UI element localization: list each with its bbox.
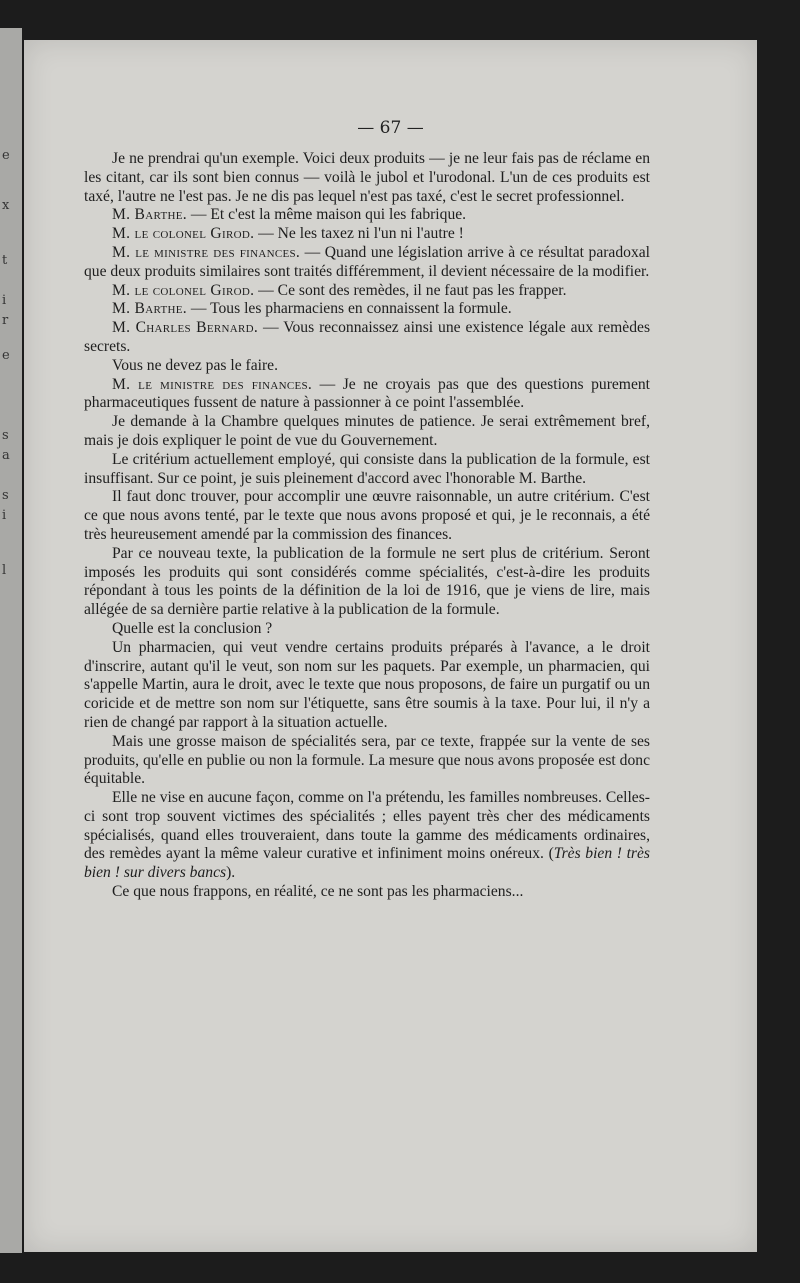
paragraph bbox=[84, 206, 650, 225]
paragraph-text: — Vous reconnaissez ainsi une existence légale aux remèdes secrets. bbox=[84, 319, 651, 355]
paragraph-text: Le critérium actuellement employé, qui consiste dans la publication de la formule, est insuffisant. Sur ce point, je suis pleinement d'accord avec l'honorable M. Barthe. bbox=[84, 450, 650, 487]
paragraph bbox=[84, 319, 650, 357]
paragraph bbox=[84, 225, 650, 244]
paragraph bbox=[84, 376, 650, 414]
paragraph-text: Quelle est la conclusion ? bbox=[112, 619, 273, 637]
paragraph bbox=[84, 357, 650, 376]
paragraph bbox=[84, 620, 650, 639]
stage-direction: Très bien ! très bien ! sur divers bancs bbox=[84, 845, 650, 882]
paragraph-text: Par ce nouveau texte, la publication de la formule ne sert plus de critérium. Seront imposés les produits qui sont considérés comme spécialités, c'est-à-dire les produits répondant à tous les points de la définition de la loi de 1916, que je viens de lire, mais allégée de sa dernière partie relative à la publication de la formule. bbox=[84, 544, 650, 619]
speaker-name: M. le colonel Girod. bbox=[112, 281, 255, 299]
paragraph-text: Il faut donc trouver, pour accomplir une œuvre raisonnable, un autre critérium. C'est ce que nous avons tenté, par le texte que nous avons proposé et qui, je le reconnais, a été très heureusement amendé par la commission des finances. bbox=[84, 488, 650, 543]
book-page bbox=[24, 40, 757, 1252]
paragraph-text: — Tous les pharmaciens en connaissent la formule. bbox=[186, 300, 512, 318]
margin-letter: l bbox=[2, 563, 7, 578]
speaker-name: M. Charles Bernard. bbox=[112, 319, 259, 337]
paragraph bbox=[84, 451, 650, 489]
paragraph-text: — Quand une législation arrive à ce résultat paradoxal que deux produits similaires sont traités différemment, il devient nécessaire de la modifier. bbox=[84, 243, 650, 280]
speaker-name: M. le ministre des finances. bbox=[112, 375, 313, 393]
page-body-text bbox=[84, 150, 650, 902]
paragraph-text: — Ne les taxez ni l'un ni l'autre ! bbox=[254, 225, 464, 243]
speaker-name: M. le ministre des finances. bbox=[112, 243, 301, 261]
paragraph bbox=[84, 545, 650, 620]
paragraph bbox=[84, 488, 650, 544]
page-number: — 67 — bbox=[357, 118, 424, 138]
paragraph bbox=[84, 413, 650, 451]
paragraph-text: — Et c'est la même maison qui les fabrique. bbox=[186, 206, 467, 224]
paragraph-text: Vous ne devez pas le faire. bbox=[112, 356, 278, 374]
margin-letter: s bbox=[2, 428, 9, 443]
margin-letter: t bbox=[2, 253, 8, 268]
paragraph-text: Je ne prendrai qu'un exemple. Voici deux produits — je ne leur fais pas de réclame en les citant, car ils sont bien connus — voilà le jubol et l'urodonal. L'un de ces produits est taxé, l'autre ne l'est pas. Je ne dis pas lequel n'est pas taxé, c'est le secret professionnel. bbox=[84, 150, 650, 205]
paragraph bbox=[84, 733, 650, 789]
margin-letter: r bbox=[2, 313, 9, 328]
speaker-name: M. le colonel Girod. bbox=[112, 225, 255, 243]
paragraph-text: ). bbox=[226, 864, 236, 882]
margin-letter: e bbox=[2, 348, 10, 363]
margin-letter: i bbox=[2, 508, 7, 523]
paragraph-text: Ce que nous frappons, en réalité, ce ne sont pas les pharmaciens... bbox=[112, 883, 524, 901]
margin-letter: e bbox=[2, 148, 10, 163]
speaker-name: M. Barthe. bbox=[112, 300, 187, 318]
paragraph bbox=[84, 639, 650, 733]
margin-letter: x bbox=[2, 198, 10, 213]
paragraph bbox=[84, 300, 650, 319]
speaker-name: M. Barthe. bbox=[112, 206, 187, 224]
paragraph-text: Un pharmacien, qui veut vendre certains produits préparés à l'avance, a le droit d'inscrire, autant qu'il le veut, son nom sur les paquets. Par exemple, un pharmacien, qui s'appelle Martin, aura le droit, avec le texte que nous proposons, de faire un purgatif ou un coricide et de mettre son nom sur l'étiquette, sans être soumis à la taxe. Pour lui, il n'y a rien de changé par rapport à la situation actuelle. bbox=[84, 638, 650, 731]
paragraph bbox=[84, 282, 650, 301]
paragraph-text: Mais une grosse maison de spécialités sera, par ce texte, frappée sur la vente de ses produits, qu'elle en publie ou non la formule. La mesure que nous avons proposée est donc équitable. bbox=[84, 732, 650, 788]
paragraph bbox=[84, 150, 650, 206]
paragraph-text: Je demande à la Chambre quelques minutes de patience. Je serai extrêmement bref, mais je dois expliquer le point de vue du Gouvernement. bbox=[84, 413, 650, 449]
paragraph bbox=[84, 883, 650, 902]
paragraph-text: Elle ne vise en aucune façon, comme on l'a prétendu, les familles nombreuses. Celles-ci sont trop souvent victimes des spécialités ; elles payent très cher des médicaments spécialisés, quand elles trouveraient, dans toute la gamme des médicaments ordinaires, des remèdes ayant la même valeur curative et infiniment moins onéreux. ( bbox=[84, 789, 650, 863]
paragraph bbox=[84, 244, 650, 282]
margin-letter: s bbox=[2, 488, 9, 503]
paragraph-text: — Ce sont des remèdes, il ne faut pas les frapper. bbox=[254, 281, 567, 299]
paragraph bbox=[84, 789, 650, 883]
previous-page-edge bbox=[0, 28, 22, 1253]
paragraph-text: — Je ne croyais pas que des questions purement pharmaceutiques fussent de nature à passionner à ce point l'assemblée. bbox=[84, 375, 650, 412]
margin-letter: a bbox=[2, 448, 10, 463]
margin-letter: i bbox=[2, 293, 7, 308]
